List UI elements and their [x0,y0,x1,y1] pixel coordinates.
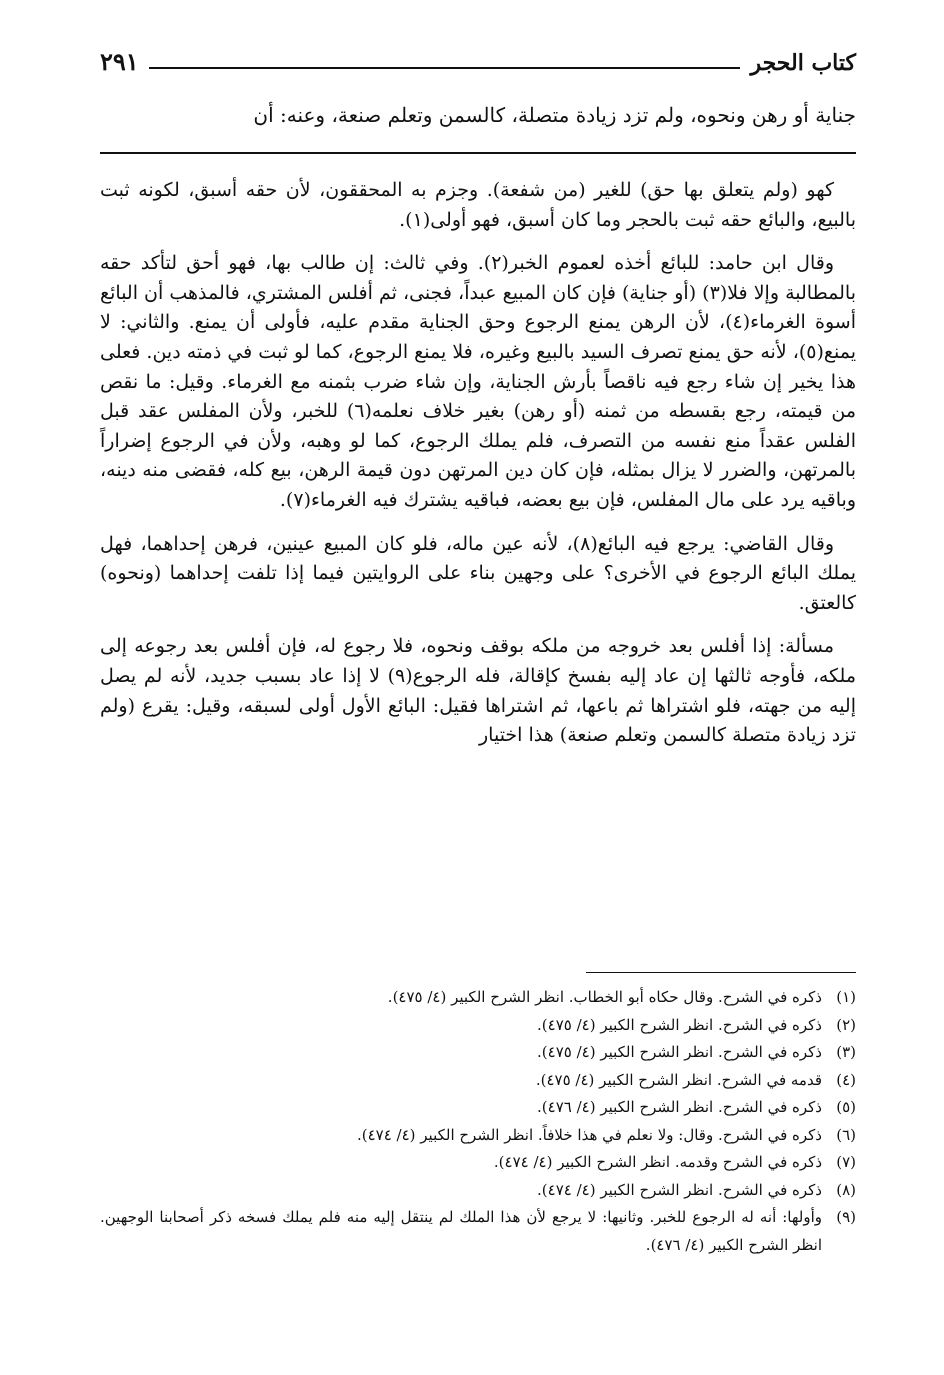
paragraph: وقال ابن حامد: للبائع أخذه لعموم الخبر(٢). وفي ثالث: إن طالب بها، فهو أحق لتأكد حقه بالمطالبة وإلا فلا(٣) (أو جناية) فإن كان المبيع عبداً، فجنى، ثم أفلس المشتري، فالمذهب أن البائع أسوة الغرماء(٤)، لأن الرهن يمنع الرجوع وحق الجناية مقدم عليه، فأولى أن يمنع. والثاني: لا يمنع(٥)، لأنه حق يمنع تصرف السيد بالبيع وغيره، فلا يمنع الرجوع، كما لو ثبت في ذمته دين. فعلى هذا يخير إن شاء رجع فيه ناقصاً بأرش الجناية، وإن شاء ضرب بثمنه مع الغرماء. وقيل: ما نقص من قيمته، رجع بقسطه من ثمنه (أو رهن) بغير خلاف نعلمه(٦) للخبر، ولأن المفلس عقد قبل الفلس عقداً منع نفسه من التصرف، فلم يملك الرجوع، كما لو وهبه، ولأن في الرجوع إضراراً بالمرتهن، والضرر لا يزال بمثله، فإن كان دين المرتهن دون قيمة الرهن، بيع كله، فقضى منه دينه، وباقيه يرد على مال المفلس، فإن بيع بعضه، فباقيه يشترك فيه الغرماء(٧). [100,252,857,511]
footnote-text: قدمه في الشرح. انظر الشرح الكبير (٤/ ٤٧٥). [535,1070,822,1089]
footnote-number: (٧) [836,1153,856,1171]
footnote [100,1204,856,1259]
paragraph: كهو (ولم يتعلق بها حق) للغير (من شفعة). وجزم به المحققون، لأن حقه أسبق، لكونه ثبت بالبيع، والبائع حقه ثبت بالحجر وما كان أسبق، فهو أولى(١). [100,179,856,231]
footnote-number: (٦) [836,1125,856,1144]
header-rule [149,67,741,69]
paragraph: مسألة: إذا أفلس بعد خروجه من ملكه بوقف ونحوه، فلا رجوع له، فإن أفلس بعد رجوعه إلى ملكه، فأوجه ثالثها إن عاد إليه بفسخ كإقالة، فله الرجوع(٩) لا إذا عاد بسبب جديد، لأنه لم يصل إليه من جهته، فلو اشتراها ثم باعها، ثم اشتراها فقيل: البائع الأول أولى لسبقه، وقيل: يقرع (ولم تزد زيادة متصلة كالسمن وتعلم صنعة) هذا اختيار [100,635,856,747]
footnote [100,1067,856,1095]
footnote-text: ذكره في الشرح. انظر الشرح الكبير (٤/ ٤٧٥). [537,1015,822,1034]
footnote [100,1177,856,1205]
matn-divider [100,152,856,154]
paragraph: وقال القاضي: يرجع فيه البائع(٨)، لأنه عين ماله، فلو كان المبيع عينين، فرهن إحداهما، فهل يملك البائع الرجوع في الأخرى؟ على وجهين بناء على الروايتين فيما إذا تلفت إحداهما (ونحوه) كالعتق. [100,532,856,614]
footnotes-list [100,984,856,1259]
footnote-text: ذكره في الشرح. انظر الشرح الكبير (٤/ ٤٧٥). [537,1043,822,1061]
footnote [100,1012,856,1040]
footnote-number: (١) [836,988,856,1006]
footnote-text: ذكره في الشرح. وقال: ولا نعلم في هذا خلافاً. انظر الشرح الكبير (٤/ ٤٧٤). [356,1125,822,1144]
footnote-number: (٥) [836,1098,856,1116]
page-number: ٢٩١ [100,47,139,76]
page-header [100,38,856,78]
footnote [100,984,856,1012]
footnote-number: (٢) [836,1015,856,1034]
footnote [100,1149,856,1177]
footnote-number: (٣) [836,1043,856,1061]
running-title: كتاب الحجر [750,50,856,76]
footnote [100,1122,856,1150]
footnote-number: (٤) [836,1070,856,1089]
commentary-body [100,176,856,765]
footnote [100,1094,856,1122]
footnote-number: (٩) [836,1208,856,1226]
footnote-text: ذكره في الشرح. انظر الشرح الكبير (٤/ ٤٧٤). [537,1180,822,1199]
footnote-text: ذكره في الشرح وقدمه. انظر الشرح الكبير (٤/ ٤٧٤). [493,1153,822,1171]
matn-text: جناية أو رهن ونحوه، ولم تزد زيادة متصلة، كالسمن وتعلم صنعة، وعنه: أن [253,103,856,127]
footnote-text: وأولها: أنه له الرجوع للخبر. وثانيها: لا يرجع لأن هذا الملك لم ينتقل إليه منه فلم يملك فسخه ذكر أصحابنا الوجهين. انظر الشرح الكبير (٤/ ٤٧٦). [100,1208,822,1254]
footnote [100,1039,856,1067]
footnote-number: (٨) [836,1180,856,1199]
footnote-text: ذكره في الشرح. انظر الشرح الكبير (٤/ ٤٧٦). [537,1098,822,1116]
footnote-text: ذكره في الشرح. وقال حكاه أبو الخطاب. انظر الشرح الكبير (٤/ ٤٧٥). [387,988,822,1006]
footnote-divider [586,972,856,973]
